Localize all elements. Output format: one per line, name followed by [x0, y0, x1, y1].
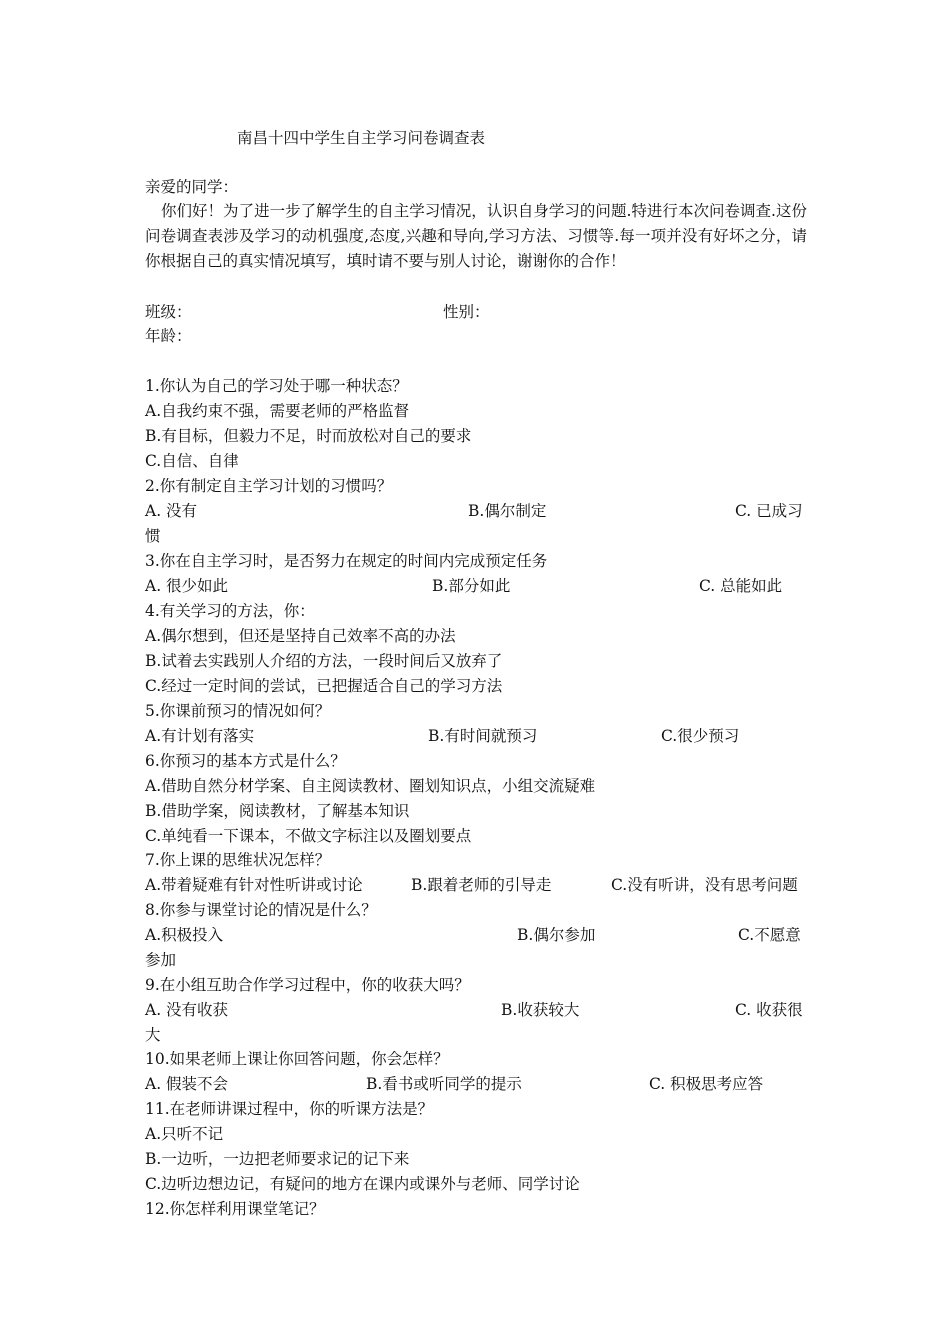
q9-option-c: C. 收获很 — [735, 1001, 803, 1019]
q11-option-b: B.一边听，一边把老师要求记的记下来 — [145, 1150, 410, 1168]
q3-option-a: A. 很少如此 — [145, 577, 229, 595]
question-7: 7.你上课的思维状况怎样？ — [145, 851, 331, 869]
q6-option-b: B.借助学案，阅读教材，了解基本知识 — [145, 802, 410, 820]
q5-option-c: C.很少预习 — [661, 727, 740, 745]
document-title: 南昌十四中学生自主学习问卷调查表 — [237, 129, 486, 147]
q4-option-a: A.偶尔想到，但还是坚持自己效率不高的办法 — [145, 627, 456, 645]
intro-paragraph — [145, 199, 807, 274]
question-10: 10.如果老师上课让你回答问题，你会怎样？ — [145, 1050, 449, 1068]
q11-option-a: A.只听不记 — [145, 1125, 224, 1143]
question-4: 4.有关学习的方法，你： — [145, 602, 315, 620]
q8-option-a: A.积极投入 — [145, 926, 224, 944]
q2-option-b: B.偶尔制定 — [468, 502, 547, 520]
q5-option-b: B.有时间就预习 — [428, 727, 538, 745]
question-5: 5.你课前预习的情况如何？ — [145, 702, 331, 720]
q9-option-c-wrap: 大 — [145, 1026, 161, 1044]
question-12: 12.你怎样利用课堂笔记？ — [145, 1200, 325, 1218]
q8-option-b: B.偶尔参加 — [517, 926, 596, 944]
greeting: 亲爱的同学： — [145, 178, 239, 196]
q1-option-c: C.自信、自律 — [145, 452, 239, 470]
question-2: 2.你有制定自主学习计划的习惯吗？ — [145, 477, 393, 495]
question-3: 3.你在自主学习时，是否努力在规定的时间内完成预定任务 — [145, 552, 548, 570]
q9-option-a: A. 没有收获 — [145, 1001, 229, 1019]
q7-option-b: B.跟着老师的引导走 — [411, 876, 552, 894]
q10-option-a: A. 假装不会 — [145, 1075, 229, 1093]
q2-option-c: C. 已成习 — [735, 502, 803, 520]
gender-label: 性别： — [443, 303, 490, 321]
q10-option-c: C. 积极思考应答 — [649, 1075, 764, 1093]
q1-option-a: A.自我约束不强，需要老师的严格监督 — [145, 402, 410, 420]
q3-option-c: C. 总能如此 — [699, 577, 783, 595]
q4-option-b: B.试着去实践别人介绍的方法，一段时间后又放弃了 — [145, 652, 503, 670]
q3-option-b: B.部分如此 — [432, 577, 511, 595]
question-8: 8.你参与课堂讨论的情况是什么？ — [145, 901, 377, 919]
q4-option-c: C.经过一定时间的尝试，已把握适合自己的学习方法 — [145, 677, 503, 695]
q9-option-b: B.收获较大 — [501, 1001, 580, 1019]
q1-option-b: B.有目标，但毅力不足，时而放松对自己的要求 — [145, 427, 472, 445]
q2-option-c-wrap: 惯 — [145, 527, 161, 545]
question-11: 11.在老师讲课过程中，你的听课方法是？ — [145, 1100, 434, 1118]
age-label: 年龄： — [145, 327, 192, 345]
q11-option-c: C.边听边想边记，有疑问的地方在课内或课外与老师、同学讨论 — [145, 1175, 580, 1193]
q6-option-c: C.单纯看一下课本，不做文字标注以及圈划要点 — [145, 827, 472, 845]
q8-option-c-wrap: 参加 — [145, 951, 177, 969]
intro-text: 你们好！为了进一步了解学生的自主学习情况，认识自身学习的问题.特进行本次问卷调查.这份问卷调查表涉及学习的动机强度,态度,兴趣和导向,学习方法、习惯等.每一项并没有好坏之分，请你根据自己的真实情况填写，填时请不要与别人讨论，谢谢你的合作！ — [145, 202, 807, 270]
q8-option-c: C.不愿意 — [738, 926, 801, 944]
question-6: 6.你预习的基本方式是什么？ — [145, 752, 346, 770]
q5-option-a: A.有计划有落实 — [145, 727, 255, 745]
q7-option-c: C.没有听讲，没有思考问题 — [611, 876, 798, 894]
q7-option-a: A.带着疑难有针对性听讲或讨论 — [145, 876, 363, 894]
q6-option-a: A.借助自然分材学案、自主阅读教材、圈划知识点，小组交流疑难 — [145, 777, 596, 795]
question-9: 9.在小组互助合作学习过程中，你的收获大吗？ — [145, 976, 470, 994]
q2-option-a: A. 没有 — [145, 502, 198, 520]
class-label: 班级： — [145, 303, 192, 321]
question-1: 1.你认为自己的学习处于哪一种状态？ — [145, 377, 408, 395]
q10-option-b: B.看书或听同学的提示 — [366, 1075, 522, 1093]
